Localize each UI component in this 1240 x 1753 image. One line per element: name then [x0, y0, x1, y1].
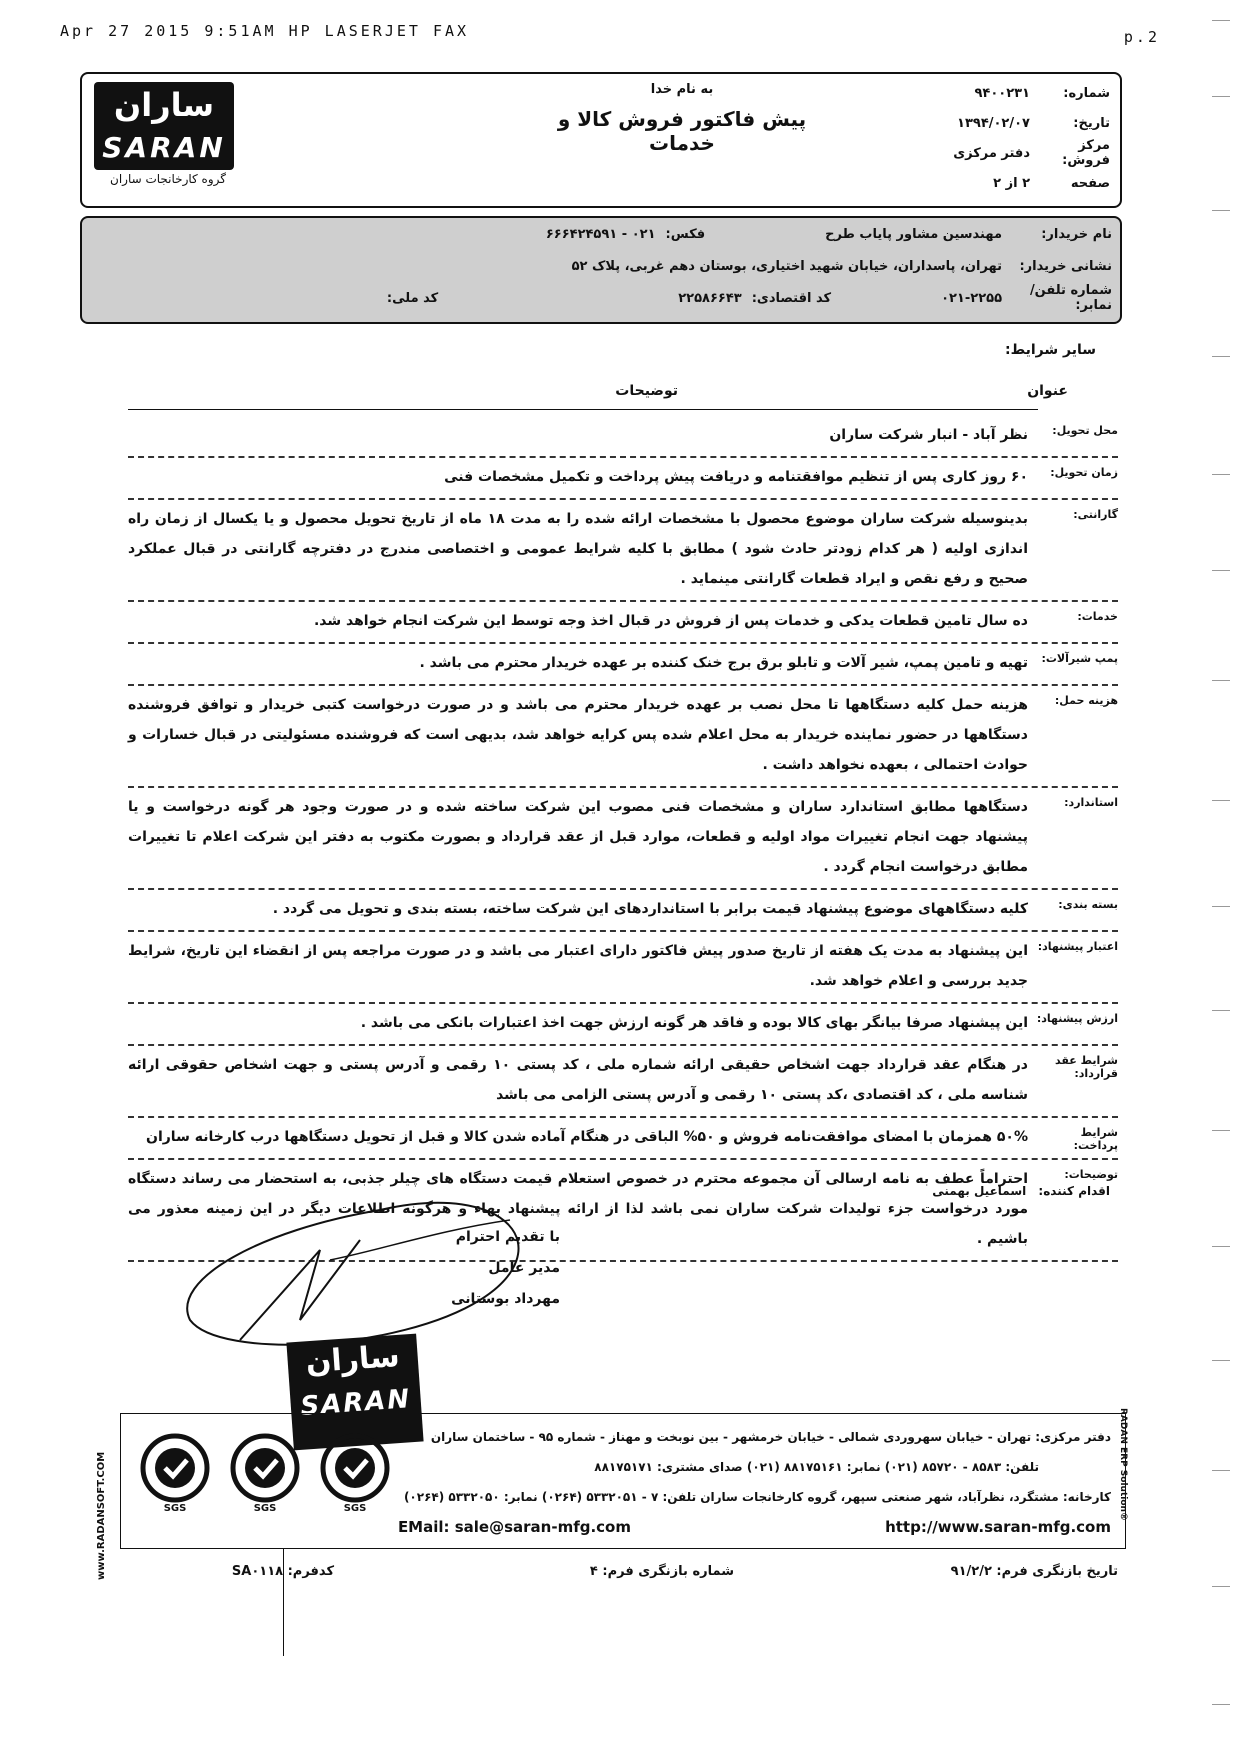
radansoft-side-text: www.RADANSOFT.COM [96, 1451, 107, 1580]
term-label: توضیحات: [1064, 1168, 1118, 1181]
term-row [128, 1118, 1118, 1160]
radan-erp-side-text: RADAN ERP Solution® [1118, 1408, 1128, 1521]
term-label: هزینه حمل: [1054, 694, 1118, 707]
footer-contact [391, 1422, 1111, 1534]
logo-mark [94, 82, 234, 170]
date-value: ۱۳۹۴/۰۲/۰۷ [957, 115, 1030, 131]
cert-label: SGS [163, 1503, 187, 1514]
signature-block [340, 1222, 560, 1315]
number-value: ۹۴۰۰۲۳۱ [974, 85, 1030, 101]
term-label: محل تحویل: [1052, 424, 1118, 437]
factory-line [391, 1482, 1111, 1512]
footer-links [391, 1512, 1111, 1534]
term-label: پمپ شیرآلات: [1041, 652, 1118, 665]
term-row [128, 644, 1118, 686]
terms-column-headers [128, 383, 1118, 413]
term-text: احتراماً عطف به نامه ارسالی آن مجموعه محترم در خصوص استعلام قیمت دستگاه های چیلر جذبی، به استحضار می رساند دستگاه مورد درخواست جزء تولیدات شرکت ساران نمی باشد لذا از ارائه پیشنهاد بهاء و هرگونه اطلاعات دیگر در این زمینه معذور می باشیم . [128, 1171, 1028, 1247]
stamp-text-en: SARAN [299, 1384, 413, 1422]
bismillah: به نام خدا [650, 82, 714, 97]
buyer-fax-label: فکس: [665, 226, 706, 242]
term-row [128, 932, 1118, 1004]
margin-ticks [1200, 0, 1240, 1753]
logo-text-fa: ساران [113, 86, 215, 124]
invoice-meta [890, 78, 1110, 198]
header-rule [128, 409, 1038, 410]
column-title: عنوان [1027, 383, 1068, 399]
hq-address: تهران - خیابان سهروردی شمالی - خیابان خرمشهر - بین نوبخت و مهناز - شماره ۹۵ - ساختمان ساران [430, 1430, 1032, 1444]
meta-page [890, 168, 1110, 198]
fax-page-number: p.2 [1123, 28, 1160, 46]
stamp-text-fa: ساران [304, 1338, 401, 1381]
logo-subtitle: گروه کارخانجات ساران [110, 172, 226, 186]
sales-center-value: دفتر مرکزی [953, 145, 1030, 161]
term-label: استاندارد: [1064, 796, 1118, 809]
logo-text-en: SARAN [102, 131, 226, 164]
term-text: این پیشنهاد به مدت یک هفته از تاریخ صدور پیش فاکتور دارای اعتبار می باشد و در صورت مراجعه پس از انقضاء این تاریخ، شرایط جدید بررسی و اعلام خواهد شد. [128, 943, 1028, 989]
term-label: ارزش پیشنهاد: [1036, 1012, 1118, 1025]
cert-label: SGS [343, 1503, 367, 1514]
term-row [128, 1004, 1118, 1046]
term-text: این پیشنهاد صرفا بیانگر بهای کالا بوده و فاقد هر گونه ارزش جهت اخذ اعتبارات بانکی می باشد . [360, 1015, 1028, 1031]
term-text: هزینه حمل کلیه دستگاهها تا محل نصب بر عهده خریدار محترم می باشد و در صورت درخواست کتبی خریدار و توافق فروشنده دستگاهها در حضور نماینده خریدار به محل اعلام شده پس کرایه خواهد شد، بدیهی است که فروشنده مسئولیتی در قبال خسارات و حوادث احتمالی ، بعهده نخواهد داشت . [128, 697, 1028, 773]
footer [120, 1413, 1126, 1549]
term-row [128, 500, 1118, 602]
document-title: پیش فاکتور فروش کالا و خدمات [557, 107, 807, 155]
buyer-phone-label: شماره تلفن/نمابر: [1029, 283, 1112, 313]
scan-artifact-line [283, 1548, 284, 1656]
term-text: دستگاهها مطابق استاندارد ساران و مشخصات فنی مصوب این شرکت ساخته شده و در صورت وجود هر گونه درخواست و یا پیشنهاد جهت انجام تغییرات مواد اولیه و قطعات، موارد قبل از عقد قرارداد و بصورت مکتوب به دفتر این شرکت اعلام تا تغییرات مطابق درخواست انجام گردد . [128, 799, 1028, 875]
page-label: صفحه [1070, 175, 1110, 191]
prepared-by-label: اقدام کننده: [1038, 1184, 1110, 1198]
term-label: شرایط عقد قرارداد: [1055, 1054, 1118, 1080]
fax-header-text: Apr 27 2015 9:51AM HP LASERJET FAX [60, 22, 470, 40]
econ-code-label: کد اقتصادی: [751, 290, 832, 306]
term-text: ۵۰% همزمان با امضای موافقت‌نامه فروش و ۵۰% الباقی در هنگام آماده شدن کالا و قبل از تحویل دستگاهها درب کارخانه ساران [146, 1129, 1028, 1145]
factory-label: کارخانه: [1062, 1490, 1111, 1504]
meta-date [890, 108, 1110, 138]
meta-number [890, 78, 1110, 108]
prepared-by-name: اسماعیل بهمنی [932, 1184, 1027, 1198]
term-label: زمان تحویل: [1050, 466, 1118, 479]
signature-regards: با تقدیم احترام [455, 1229, 560, 1245]
term-text: نظر آباد - انبار شرکت ساران [829, 427, 1028, 443]
hq-address-line [391, 1422, 1111, 1452]
number-label: شماره: [1063, 85, 1110, 101]
hq-phones: تلفن: ۸۵۸۳ - ۸۵۷۲۰ (۰۲۱) نمابر: ۸۸۱۷۵۱۶۱ (۰۲۱) صدای مشتری: ۸۸۱۷۵۱۷۱ [594, 1460, 1039, 1474]
buyer-name-label: نام خریدار: [1041, 226, 1112, 242]
certification-badges [135, 1432, 405, 1532]
term-label: شرایط پرداخت: [1073, 1126, 1118, 1152]
date-label: تاریخ: [1073, 115, 1110, 131]
title-block [522, 82, 842, 155]
term-row [128, 686, 1118, 788]
factory-address: مشتگرد، نظرآباد، شهر صنعتی سپهر، گروه کارخانجات ساران تلفن: ۷ - ۵۳۳۲۰۵۱ (۰۲۶۴) نمابر: ۵۳۳۲۰۵۰ (۰۲۶۴) [403, 1490, 1059, 1504]
national-id-label: کد ملی: [386, 290, 439, 306]
sgs-cert-icon [225, 1432, 305, 1512]
prepared-by [932, 1184, 1110, 1198]
buyer-address-label: نشانی خریدار: [1019, 258, 1112, 274]
term-row [128, 602, 1118, 644]
signature-name: مهرداد بوستانی [451, 1291, 560, 1307]
sgs-cert-icon [135, 1432, 215, 1512]
term-text: بدینوسیله شرکت ساران موضوع محصول با مشخصات ارائه شده را به مدت ۱۸ ماه از تاریخ تحویل محصول و یا یکسال از زمان راه اندازی اولیه ( هر کدام زودتر حادث شود ) مطابق با کلیه شرایط عمومی و اختصاصی مندرج در دفترچه گارانتی در قبال عملکرد صحیح و رفع نقص و ایراد قطعات گارانتی مینماید . [128, 511, 1029, 587]
company-logo [94, 82, 242, 186]
terms-list [128, 416, 1118, 1262]
term-row [128, 890, 1118, 932]
term-text: ده سال تامین قطعات یدکی و خدمات پس از فروش در قبال اخذ وجه توسط این شرکت انجام خواهد شد. [313, 613, 1028, 629]
buyer-phone-row [82, 282, 1120, 314]
term-text: در هنگام عقد قرارداد جهت اشخاص حقیقی ارائه شماره ملی ، کد پستی ۱۰ رقمی و آدرس پستی و جهت اشخاص حقوقی ارائه شناسه ملی ، کد اقتصادی ،کد پستی ۱۰ رقمی و آدرس پستی الزامی می باشد [128, 1057, 1028, 1103]
buyer-fax: ۰۲۱ - ۶۶۶۴۲۴۵۹۱ [545, 226, 656, 242]
other-terms-heading: سایر شرایط: [1005, 342, 1096, 358]
buyer-address: تهران، پاسداران، خیابان شهید اختیاری، بوستان دهم غربی، پلاک ۵۲ [571, 258, 1002, 274]
form-code: کدفرم: SA۰۱۱۸ [231, 1564, 334, 1579]
cert-label: SGS [253, 1503, 277, 1514]
buyer-name: مهندسین مشاور پایاب طرح [825, 226, 1002, 242]
econ-code: ۲۲۵۸۶۶۴۳ [678, 290, 742, 306]
term-text: ۶۰ روز کاری پس از تنظیم موافقتنامه و دریافت پیش پرداخت و تکمیل مشخصات فنی [444, 469, 1028, 485]
page-value: ۲ از ۲ [993, 175, 1030, 191]
fax-header [60, 22, 1160, 46]
signature-role: مدیر عامل [488, 1260, 560, 1276]
meta-sales-center [890, 138, 1110, 168]
buyer-name-row [82, 218, 1120, 250]
form-revision-number: شماره بازنگری فرم: ۴ [589, 1564, 734, 1579]
sales-center-label: مرکز فروش: [1062, 138, 1110, 168]
term-row [128, 416, 1118, 458]
term-row [128, 788, 1118, 890]
buyer-info [80, 216, 1122, 324]
invoice-header [80, 72, 1122, 208]
email-link[interactable]: EMail: sale@saran-mfg.com [397, 1518, 631, 1536]
term-label: اعتبار پیشنهاد: [1037, 940, 1118, 953]
term-text: تهیه و تامین پمپ، شیر آلات و تابلو برق برج خنک کننده بر عهده خریدار محترم می باشد . [419, 655, 1028, 671]
term-label: بسته بندی: [1058, 898, 1118, 911]
term-row [128, 458, 1118, 500]
buyer-phone: ۰۲۱-۲۲۵۵ [941, 290, 1002, 306]
hq-label: دفتر مرکزی: [1035, 1430, 1111, 1444]
term-row [128, 1046, 1118, 1118]
form-info-bar [120, 1562, 1124, 1588]
sgs-cert-icon [315, 1432, 395, 1512]
website-link[interactable]: http://www.saran-mfg.com [885, 1518, 1111, 1536]
term-label: گارانتی: [1073, 508, 1118, 521]
column-description: توضیحات [615, 383, 678, 399]
form-revision-date: تاریخ بازنگری فرم: ۹۱/۲/۲ [950, 1564, 1118, 1579]
term-text: کلیه دستگاههای موضوع پیشنهاد قیمت برابر با استانداردهای این شرکت ساخته، بسته بندی و تحویل می گردد . [272, 901, 1028, 917]
buyer-address-row [82, 250, 1120, 282]
term-label: خدمات: [1077, 610, 1118, 623]
